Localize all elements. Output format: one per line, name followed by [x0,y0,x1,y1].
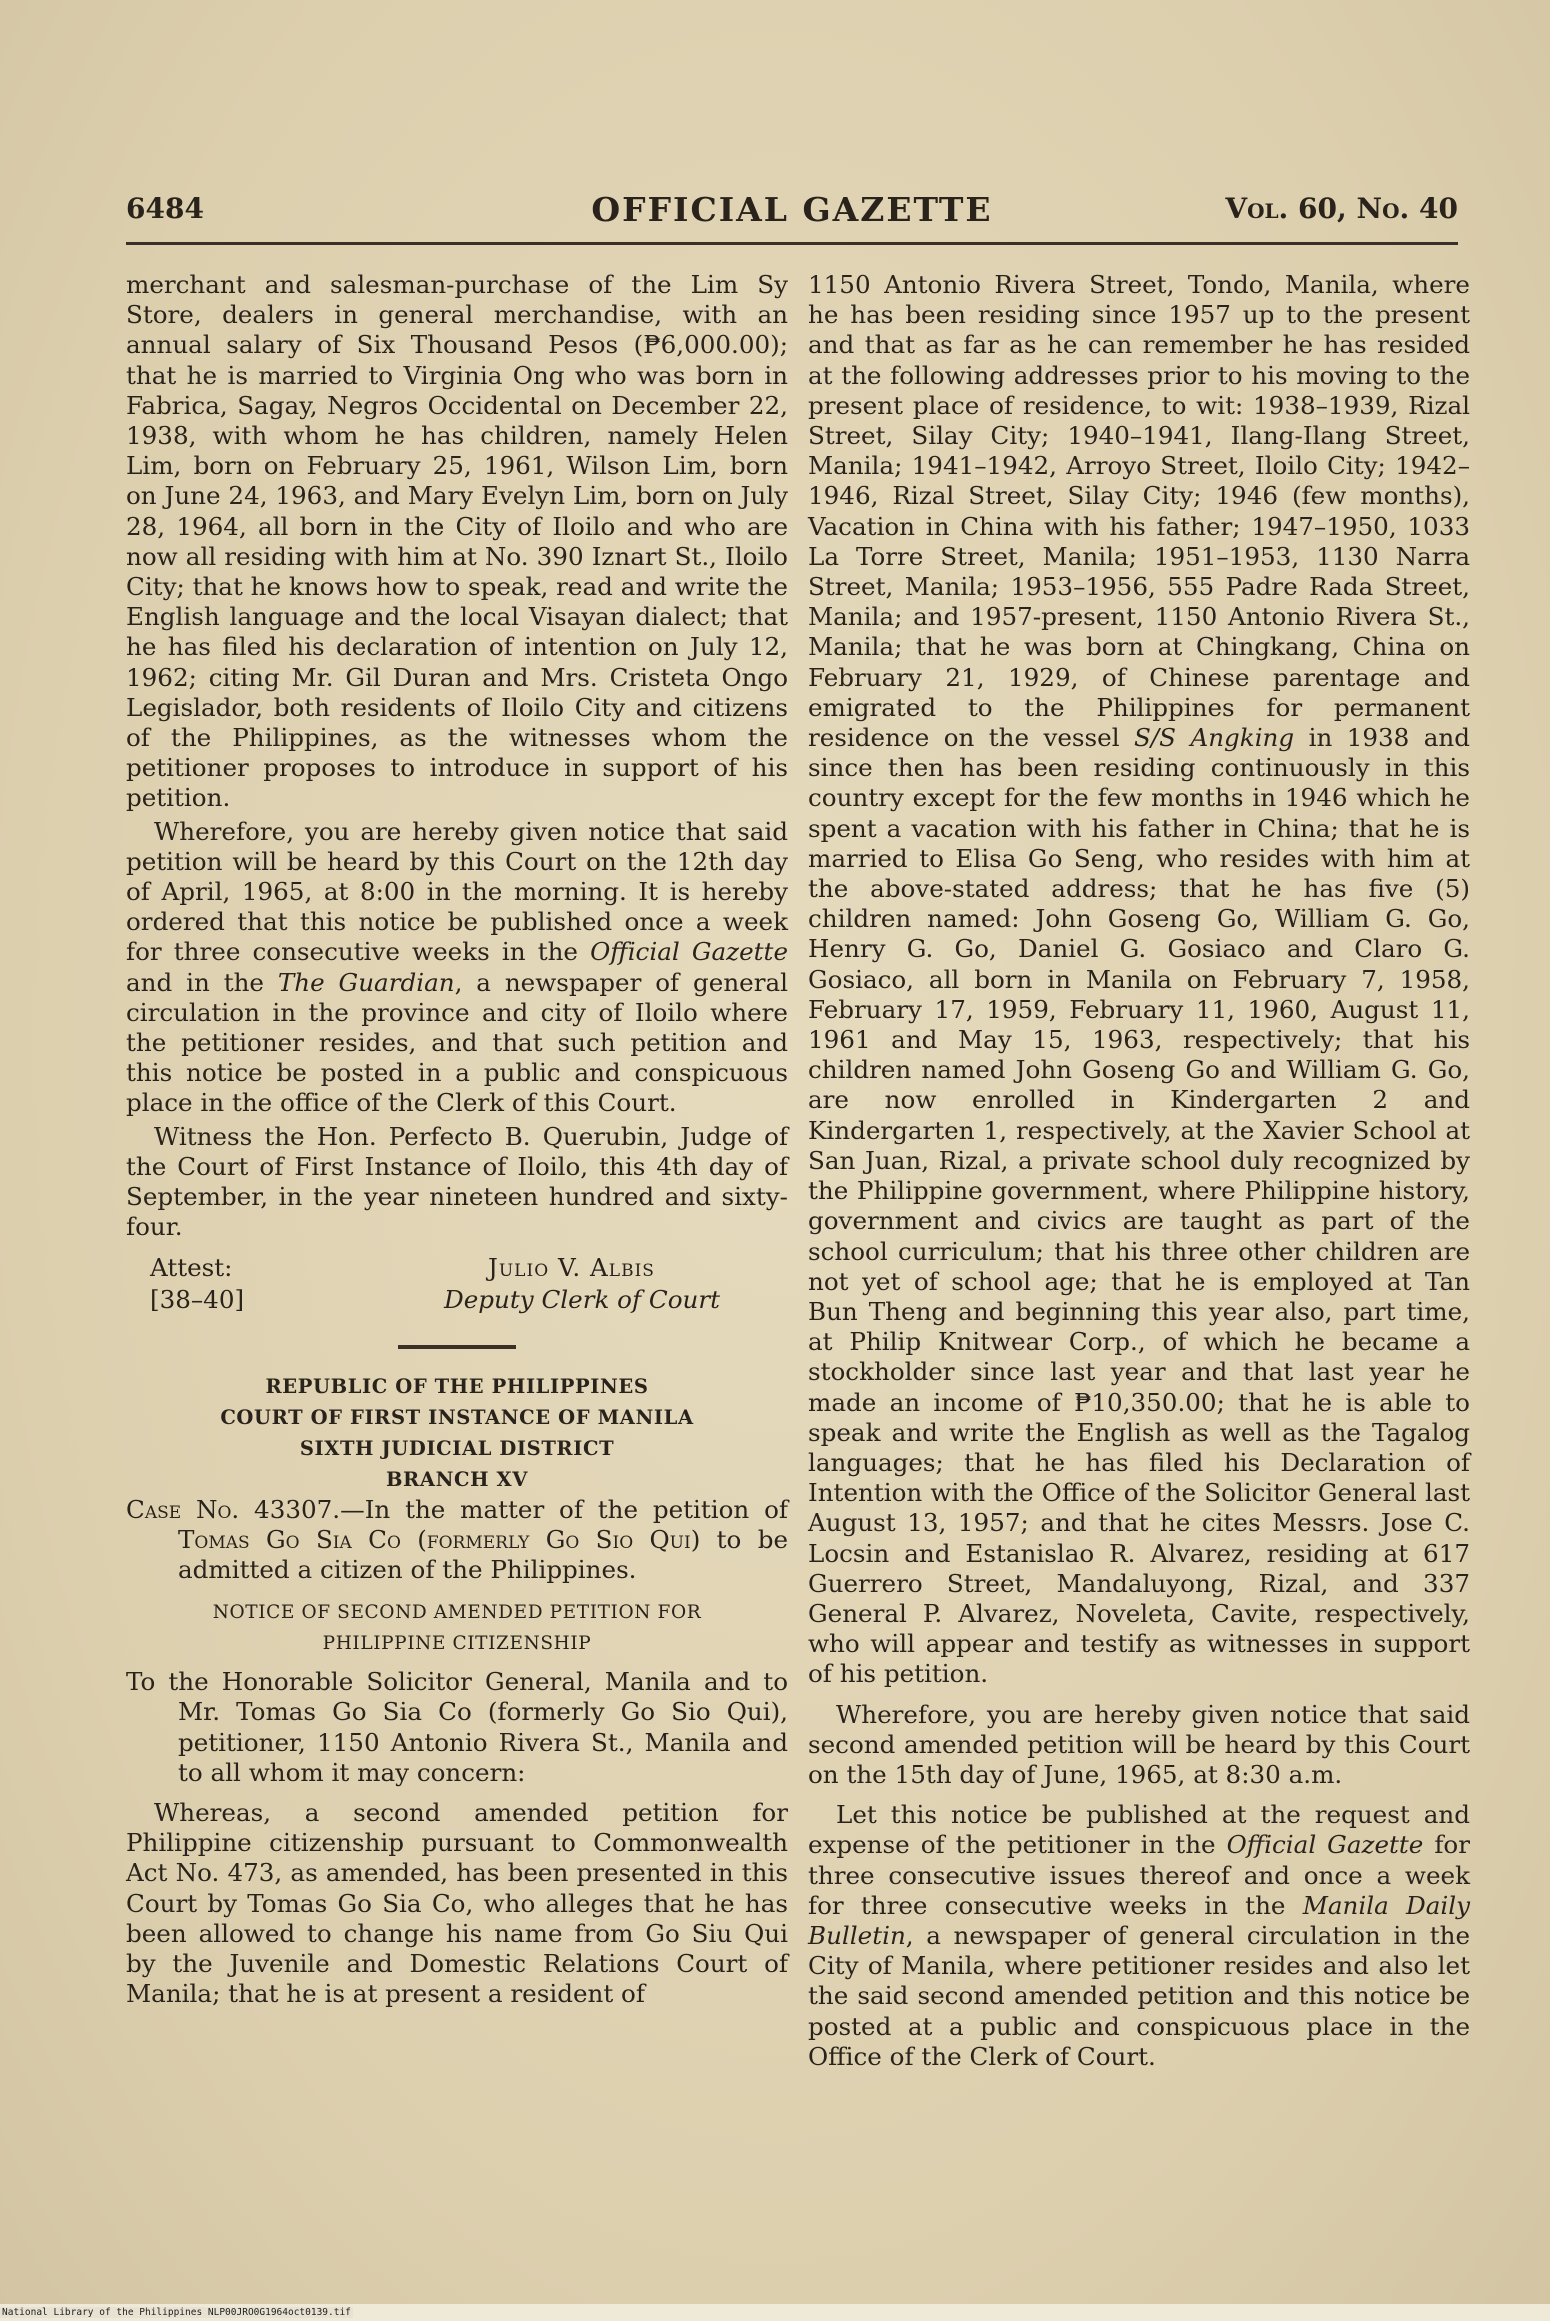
header-rule [126,242,1458,245]
attest-label: Attest: [150,1252,233,1282]
case-heading: Case No. 43307.—In the matter of the petition of Tomas Go Sia Co (formerly Go Sio Qui) to be admitted a citizen of the Philippines. [126,1494,789,1584]
caption-line: COURT OF FIRST INSTANCE OF MANILA [220,1405,694,1429]
paragraph-whereas: Whereas, a second amended petition for Philippine citizenship pursuant to Commonwealth Act No. 473, as amended, has been presented in this Court by Tomas Go Sia Co, who alleges that he has been allowed to change his name from Go Siu Qui by the Juvenile and Domestic Relations Court of Manila; that he is at present a resident of [126,1797,788,2009]
caption-line: BRANCH XV [385,1467,529,1491]
left-column [126,270,788,2009]
clerk-name: Julio V. Albis [488,1252,655,1282]
paragraph-residence: 1150 Antonio Rivera Street, Tondo, Manila, where he has been residing since 1957 up to the present and that as far as he can remember he has resided at the following addresses prior to his moving to the present place of residence, to wit: 1938–1939, Rizal Street, Silay City; 1940–1941, Ilang-Ilang Street, Manila; 1941–1942, Arroyo Street, Iloilo City; 1942–1946, Rizal Street, Silay City; 1946 (few months), Vacation in China with his father; 1947–1950, 1033 La Torre Street, Manila; 1951–1953, 1130 Narra Street, Manila; 1953–1956, 555 Padre Rada Street, Manila; and 1957-present, 1150 Antonio Rivera St., Manila; that he was born at Chingkang, China on February 21, 1929, of Chinese parentage and emigrated to the Philippines for permanent residence on the vessel S/S Angking in 1938 and since then has been residing continuously in this country except for the few months in 1946 which he spent a vacation with his father in China; that he is married to Elisa Go Seng, who resides with him at the above-stated address; that he has five (5) children named: John Goseng Go, William G. Go, Henry G. Go, Daniel G. Gosiaco and Claro G. Gosiaco, all born in Manila on February 7, 1958, February 17, 1959, February 11, 1960, August 11, 1961 and May 15, 1963, respectively; that his children named John Goseng Go and William G. Go, are now enrolled in Kindergarten 2 and Kindergarten 1, respectively, at the Xavier School at San Juan, Rizal, a private school duly recognized by the Philippine government, where Philippine history, government and civics are taught as part of the school curriculum; that his three other children are not yet of school age; that he is employed at Tan Bun Theng and beginning this year also, part time, at Philip Knitwear Corp., of which he became a stockholder since last year and that last year he made an income of ₱10,350.00; that he is able to speak and write the English as well as the Tagalog languages; that he has filed his Declaration of Intention with the Office of the Solicitor General last August 13, 1957; and that he cites Messrs. Jose C. Locsin and Estanislao R. Alvarez, residing at 617 Guerrero Street, Mandaluyong, Rizal, and 337 General P. Alvarez, Noveleta, Cavite, respectively, who will appear and testify as witnesses in support of his petition. [808,270,1470,1689]
scan-footer: National Library of the Philippines NLP00JRO0G1964oct0139.tif [2,2307,351,2318]
page-number: 6484 [126,192,204,225]
right-column [808,270,1470,2072]
paragraph-hearing: Wherefore, you are hereby given notice that said second amended petition will be heard by this Court on the 15th day of June, 1965, at 8:30 a.m. [808,1699,1470,1789]
notice-title-line: PHILIPPINE CITIZENSHIP [322,1633,592,1655]
clerk-title: Deputy Clerk of Court [444,1284,720,1314]
attestation-block [126,1253,788,1317]
caption-line: REPUBLIC OF THE PHILIPPINES [265,1374,649,1398]
paragraph-wherefore: Wherefore, you are hereby given notice that said petition will be heard by this Court on the 12th day of April, 1965, at 8:00 in the morning. It is hereby ordered that this notice be published once a week for three consecutive weeks in the Official Gazette and in the The Guardian, a newspaper of general circulation in the province and city of Iloilo where the petitioner resides, and that such petition and this notice be posted in a public and conspicuous place in the office of the Clerk of this Court. [126,816,788,1118]
paragraph-publication: Let this notice be published at the request and expense of the petitioner in the Official Gazette for three consecutive issues thereof and once a week for three consecutive weeks in the Manila Daily Bulletin, a newspaper of general circulation in the City of Manila, where petitioner resides and also let the said second amended petition and this notice be posted at a public and conspicuous place in the Office of the Clerk of Court. [808,1800,1470,2071]
volume-number: Vol. 60, No. 40 [1225,192,1458,225]
caption-line: SIXTH JUDICIAL DISTRICT [299,1436,615,1460]
page-header [126,190,1458,234]
section-divider [398,1345,516,1349]
paragraph-witness: Witness the Hon. Perfecto B. Querubin, Judge of the Court of First Instance of Iloilo, this 4th day of September, in the year nineteen hundred and sixty-four. [126,1121,788,1242]
attest-reference: [38–40] [150,1284,245,1314]
notice-title [126,1597,788,1659]
address-to: To the Honorable Solicitor General, Manila and to Mr. Tomas Go Sia Co (formerly Go Sio Qui), petitioner, 1150 Antonio Rivera St., Manila and to all whom it may concern: [126,1667,788,1787]
publication-title: OFFICIAL GAZETTE [591,190,993,229]
notice-title-line: NOTICE OF SECOND AMENDED PETITION FOR [212,1602,702,1624]
court-caption [126,1371,788,1495]
paragraph-continuation: merchant and salesman-purchase of the Lim Sy Store, dealers in general merchandise, with an annual salary of Six Thousand Pesos (₱6,000.00); that he is married to Virginia Ong who was born in Fabrica, Sagay, Negros Occidental on December 22, 1938, with whom he has children, namely Helen Lim, born on February 25, 1961, Wilson Lim, born on June 24, 1963, and Mary Evelyn Lim, born on July 28, 1964, all born in the City of Iloilo and who are now all residing with him at No. 390 Iznart St., Iloilo City; that he knows how to speak, read and write the English language and the local Visayan dialect; that he has filed his declaration of intention on July 12, 1962; citing Mr. Gil Duran and Mrs. Cristeta Ongo Legislador, both residents of Iloilo City and citizens of the Philippines, as the witnesses whom the petitioner proposes to introduce in support of his petition. [126,270,788,813]
